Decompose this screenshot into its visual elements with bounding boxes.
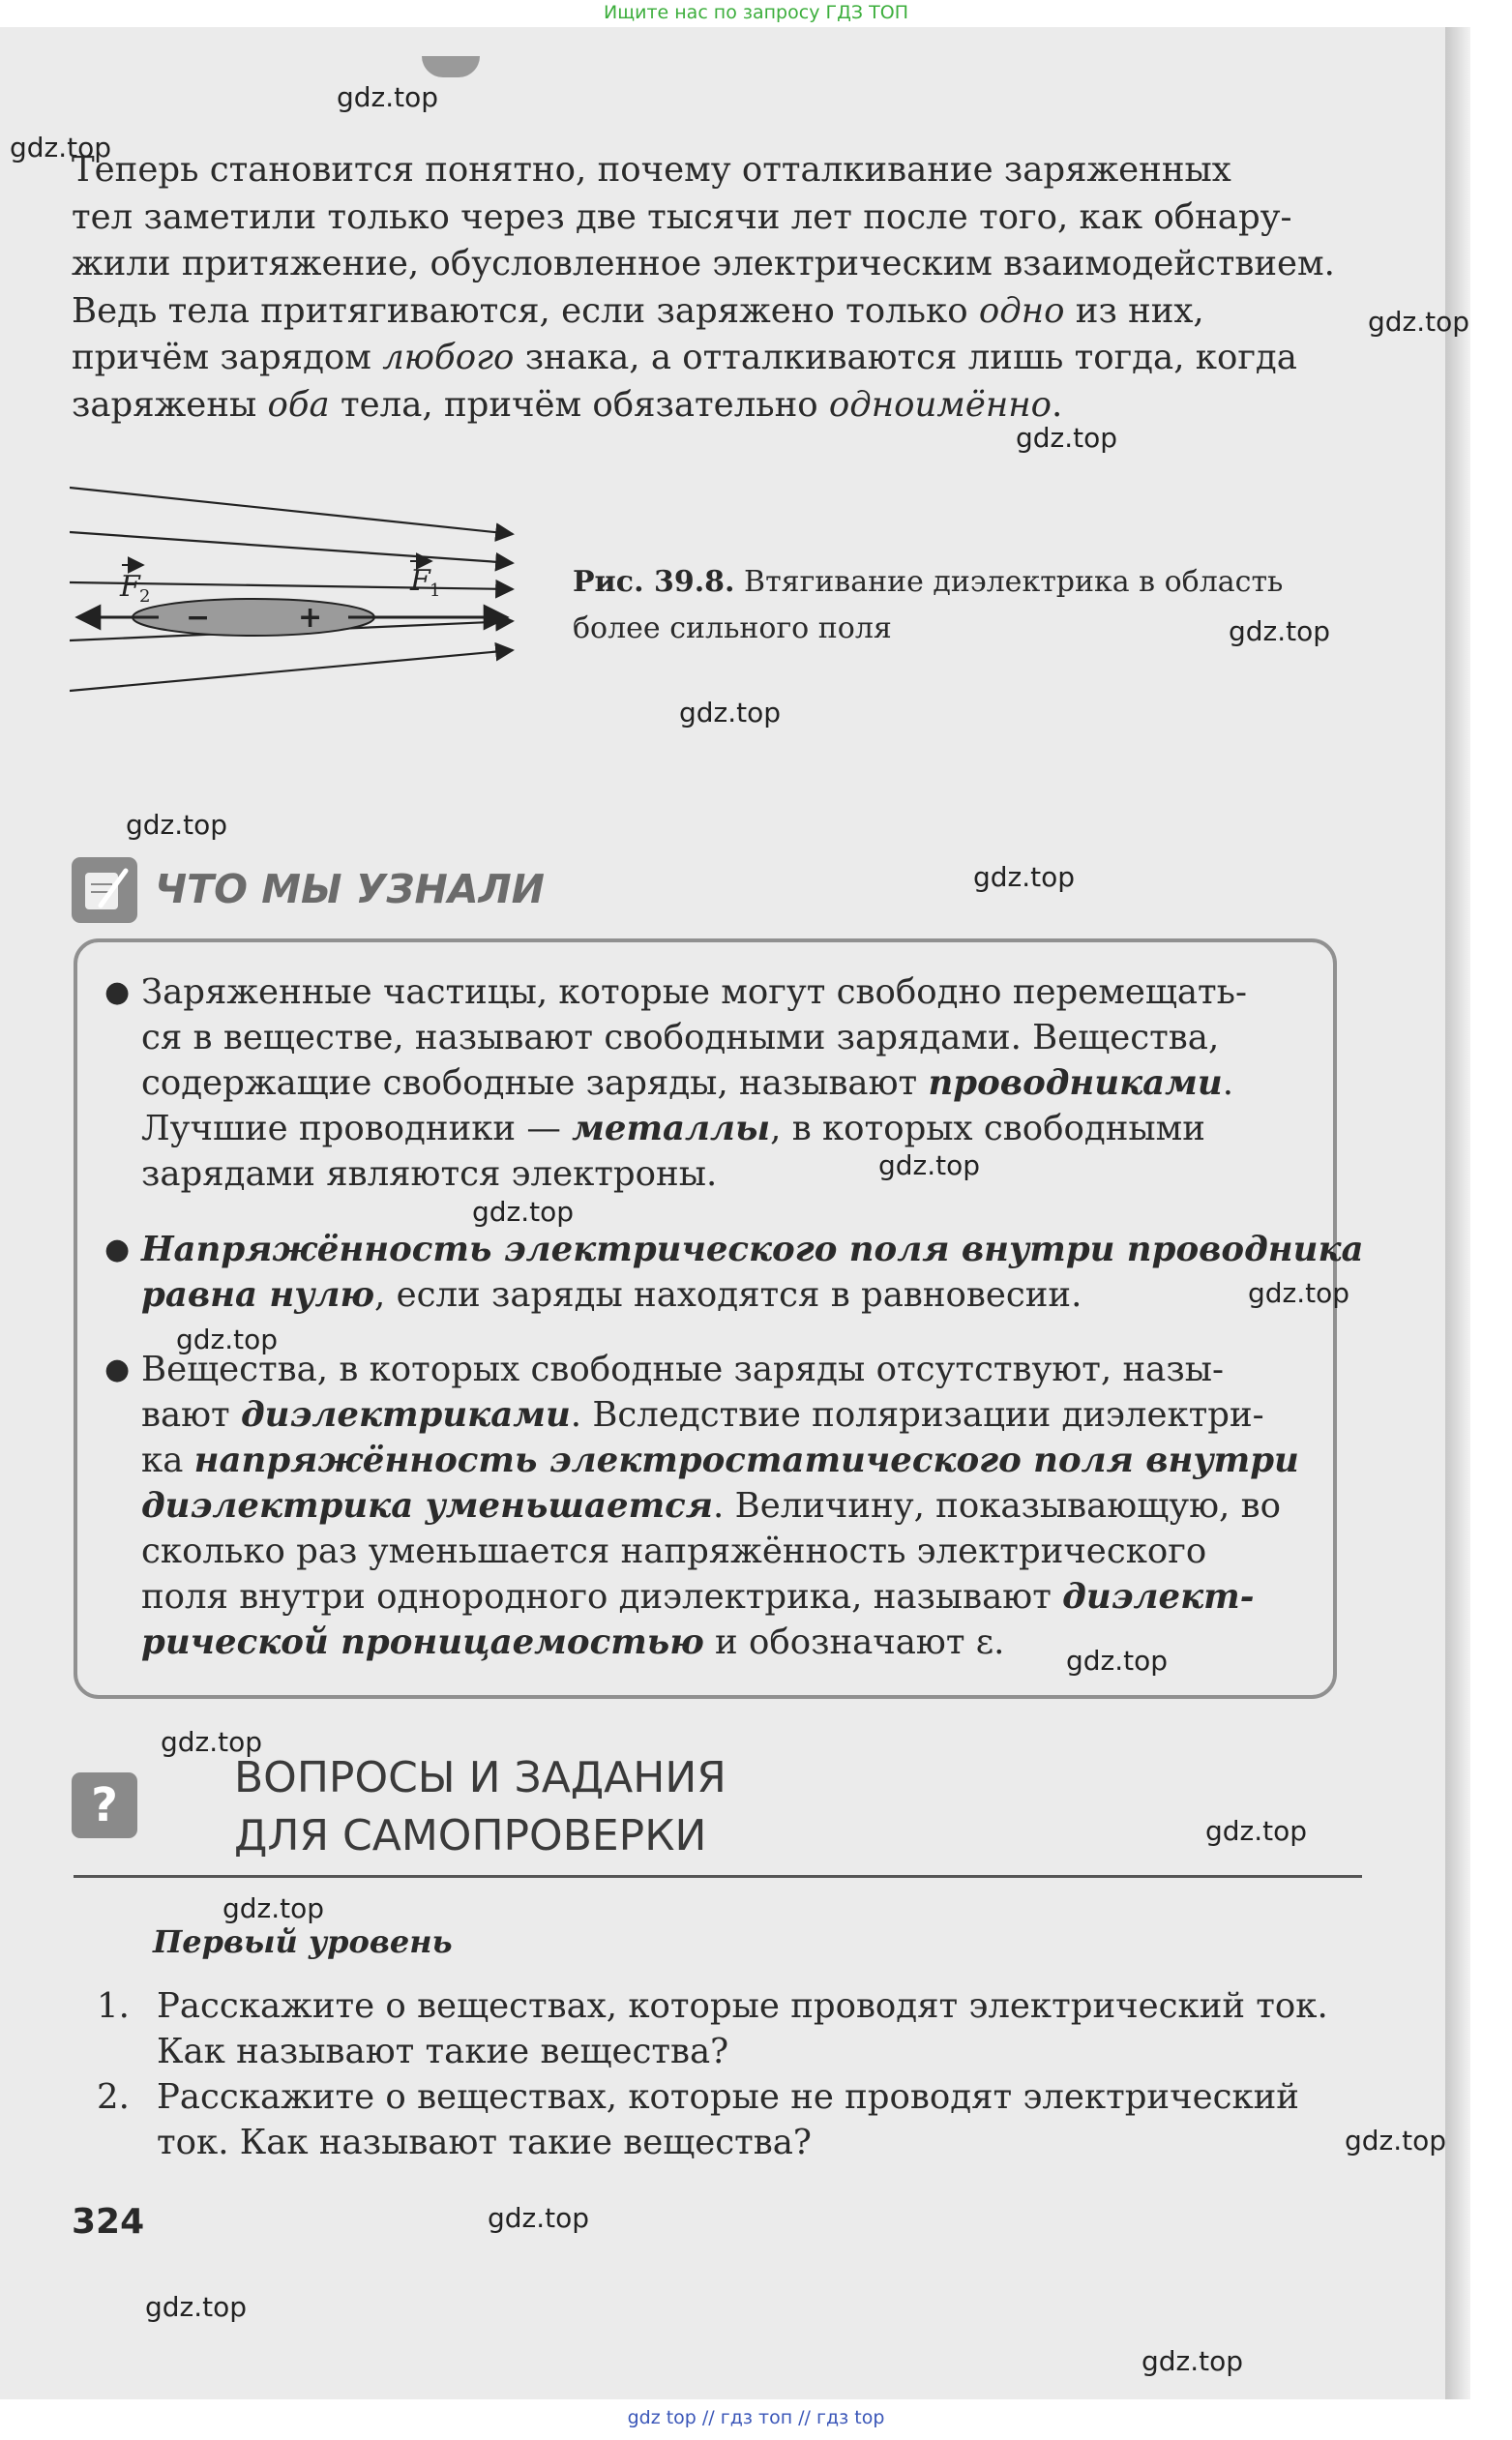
watermark: gdz.top [973,861,1076,893]
text-span: тела, причём обязательно [329,384,829,425]
term-field-strength: напряжённость электростатического поля внутри [193,1441,1299,1480]
text-line: Напряжённость электрического поля внутри проводника [141,1230,1364,1269]
text-span: причём зарядом [72,338,383,377]
text-span: из них, [1064,290,1204,331]
section-title-summary: ЧТО МЫ УЗНАЛИ [155,866,545,912]
text-span: . [1222,1063,1233,1103]
text-line: Как называют такие вещества? [157,2032,729,2071]
plus-sign: + [298,601,323,635]
text-line [72,382,1368,430]
question-icon [72,1772,137,1838]
minus-sign: − [186,601,211,635]
text-line [104,1392,1352,1438]
italic-span: любого [382,338,515,377]
bullet-dot: ● [104,975,131,1009]
text-line [104,1483,1352,1529]
text-line: Вещества, в которых свободные заряды отсутствуют, назы- [141,1350,1224,1389]
text-span: поля внутри однородного диэлектрика, называют [141,1577,1063,1617]
watermark: gdz.top [161,1726,263,1758]
text-line: ток. Как называют такие вещества? [157,2123,812,2162]
watermark: gdz.top [145,2291,248,2323]
watermark: gdz.top [1229,615,1331,647]
text-line: Заряженные частицы, которые могут свободно перемещать- [141,972,1247,1012]
text-span: . Величину, показывающую, во [713,1486,1281,1526]
italic-span: одно [978,290,1065,331]
term-conductors: проводниками [928,1063,1223,1103]
intro-paragraph [72,147,1368,429]
term-permittivity: диэлект- [1062,1577,1255,1617]
watermark: gdz.top [679,697,782,729]
text-span: и обозначают ε. [703,1622,1005,1662]
field-lines-figure [70,476,553,699]
watermark: gdz.top [126,809,228,841]
text-span: Втягивание диэлектрика в область [734,565,1284,599]
summary-bullet [104,1347,1352,1665]
page-number: 324 [72,2202,145,2242]
text-span: заряжены [72,384,268,425]
watermark: gdz.top [1141,2345,1244,2377]
text-span: Лучшие проводники — [141,1109,573,1148]
section-divider [74,1875,1362,1878]
text-line: сколько раз уменьшается напряжённость электрического [141,1532,1207,1571]
title-line: ДЛЯ САМОПРОВЕРКИ [234,1811,707,1860]
term-permittivity: рической проницаемостью [141,1622,704,1662]
question-number: 1. [97,1986,130,2026]
section-title-questions [234,1749,726,1865]
watermark: gdz.top [1345,2125,1447,2157]
f1-label: F [410,564,430,598]
text-span: содержащие свободные заряды, называют [141,1063,929,1103]
text-line [72,335,1368,382]
question-item [97,2074,1374,2165]
summary-bullet [104,1227,1364,1318]
text-span: вают [141,1395,241,1435]
term-dielectrics: диэлектриками [240,1395,571,1435]
text-span: Ведь тела притягиваются, если заряжено только [72,290,979,331]
text-line [104,1106,1352,1151]
text-line: тел заметили только через две тысячи лет после того, как обнару- [72,196,1292,237]
watermark: gdz.top [1248,1277,1350,1309]
term-decreases: диэлектрика уменьшается [141,1486,714,1526]
text-span: знака, а отталкиваются лишь тогда, когда [514,338,1297,377]
figure-label: Рис. 39.8. [573,565,735,599]
watermark: gdz.top [222,1892,325,1924]
watermark: gdz.top [1205,1815,1308,1847]
notebook-icon-graphic [72,857,137,923]
text-line [104,1060,1352,1106]
bullet-dot: ● [104,1353,131,1386]
watermark: gdz.top [1066,1645,1169,1677]
italic-span: одноимённо [828,384,1052,425]
summary-bullet [104,969,1352,1197]
watermark: gdz.top [1016,422,1118,454]
text-line: ся в веществе, называют свободными зарядами. Вещества, [141,1018,1220,1057]
watermark: gdz.top [1368,306,1470,338]
watermark: gdz.top [472,1196,575,1228]
text-span: . Вследствие поляризации диэлектри- [570,1395,1264,1435]
f2-label: F [120,570,140,604]
watermark: gdz.top [176,1324,279,1355]
f1-subscript: 1 [430,580,441,601]
term-zero: равна нулю [141,1275,375,1315]
text-line [104,1574,1352,1620]
field-line [70,488,513,534]
watermark: gdz.top [878,1149,981,1181]
bullet-dot: ● [104,1233,131,1266]
dielectric-body [133,599,374,636]
italic-span: оба [267,384,330,425]
pencil-notebook-icon [72,857,137,923]
text-line: жили притяжение, обусловленное электрическим взаимодействием. [72,244,1335,283]
page-top-mark [422,56,480,77]
question-item [97,1983,1374,2074]
field-line [70,532,513,563]
watermark: gdz.top [10,132,112,164]
text-line: Расскажите о веществах, которые проводят электрический ток. [157,1986,1328,2026]
text-line [104,1438,1352,1483]
f2-subscript: 2 [139,586,151,607]
question-mark: ? [91,1778,118,1832]
text-line: Расскажите о веществах, которые не проводят электрический [157,2077,1299,2117]
level-heading: Первый уровень [153,1923,453,1960]
text-line [104,1272,1352,1318]
watermark: gdz.top [337,81,439,113]
question-number: 2. [97,2077,130,2117]
text-span: , в которых свободными [770,1109,1205,1148]
text-line: зарядами являются электроны. [141,1154,718,1194]
page-edge [1445,27,1470,2399]
text-span: . [1051,384,1063,425]
watermark: gdz.top [488,2202,590,2234]
text-span: , если заряды находятся в равновесии. [374,1275,1082,1315]
text-line: Теперь становится понятно, почему отталкивание заряженных [72,150,1231,190]
bottom-banner[interactable]: gdz top // гдз топ // гдз top [627,2407,885,2428]
caption-line: более сильного поля [573,611,892,645]
top-banner[interactable]: Ищите нас по запросу ГДЗ ТОП [604,2,908,23]
title-line: ВОПРОСЫ И ЗАДАНИЯ [234,1753,726,1802]
term-metals: металлы [572,1109,771,1148]
caption-line [573,559,1395,606]
text-line [72,288,1368,336]
field-line [70,650,513,691]
text-span: ка [141,1441,194,1480]
